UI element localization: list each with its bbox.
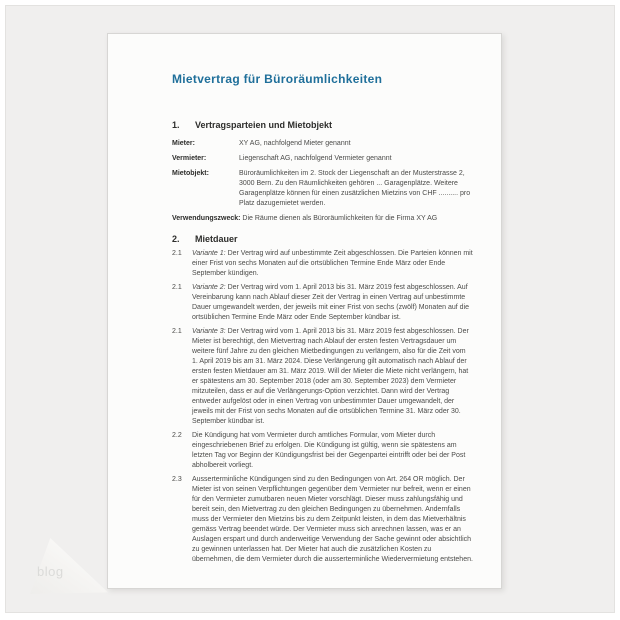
document-page	[107, 33, 502, 589]
clause-number: 2.1	[172, 328, 182, 335]
clause-variante-2	[172, 283, 473, 323]
clause-variante-1	[172, 249, 473, 279]
clause-text	[192, 327, 473, 427]
clause-body-text: Die Kündigung hat vom Vermieter durch amtliches Formular, vom Mieter durch eingeschriebenen Brief zu erfolgen. Die Kündigung ist gültig, wenn sie spätestens am letzten Tag vor Beginn der Kündigungsfrist bei der Gegenpartei eintrifft oder bei der Post abholbereit vorliegt.	[192, 432, 466, 469]
section-number: 2.	[172, 234, 180, 244]
watermark-text: blog	[37, 564, 64, 579]
section-title: Mietdauer	[195, 234, 238, 244]
clause-body-text: Ausserterminliche Kündigungen sind zu den Bedingungen von Art. 264 OR möglich. Der Mieter ist von seinen Verpflichtungen gegenüber dem Vermieter nur befreit, wenn er einen für den Vermieter zumutbaren neuen Mieter vorschlägt. Dieser muss zahlungsfähig und bereit sein, den Mietvertrag zu den gleichen Bedingungen zu übernehmen. Andernfalls muss der Vermieter den Mietzins bis zu dem Zeitpunkt leisten, in dem das Mietverhältnis gemäss Vertrag beendet würde. Der Vermieter muss sich anrechnen lassen, was er an Auslagen erspart und durch anderweitige Verwendung der Sache gewinnt oder absichtlich zu gewinnen unterlassen hat. Der Mieter hat auch die zusätzlichen Kosten zu übernehmen, die dem Vermieter durch die ausserterminliche Wiedervermietung entstehen.	[192, 476, 473, 563]
section-heading	[172, 120, 473, 131]
field-vermieter	[172, 154, 473, 164]
clause-variante-3	[172, 327, 473, 427]
clause-lead: Variante 3:	[192, 328, 226, 335]
field-value: XY AG, nachfolgend Mieter genannt	[239, 140, 351, 147]
field-label: Verwendungszweck:	[172, 215, 241, 222]
clause-body-text: Der Vertrag wird vom 1. April 2013 bis 31. März 2019 fest abgeschlossen. Der Mieter ist berechtigt, den Mietvertrag nach Ablauf der ersten festen Vertragsdauer um weitere fünf Jahre zu den gleichen Mietbedingungen zu verlängern, also für die Zeit vom 1. April 2019 bis am 31. März 2024. Diese Verlängerung gilt automatisch nach Ablauf der ersten festen Mietdauer am 31. März 2019. Will der Mieter die Miete nicht verlängern, hat er spätestens am 30. September 2018 (oder am 30. September 2023) dem Vermieter mitzuteilen, dass er auf die Verlängerungs-Option verzichtet. Dann wird der Vertrag entweder aufgelöst oder in einen Vertrag von unbestimmter Dauer umgewandelt, der jeweils mit der Frist von sechs Monaten auf die ortsüblichen Termine 31. März oder 30. September kündbar ist.	[192, 328, 469, 425]
clause-kuendigung-form	[172, 431, 473, 471]
clause-number: 2.1	[172, 250, 182, 257]
page-content	[172, 34, 473, 569]
clause-number: 2.1	[172, 284, 182, 291]
field-mietobjekt	[172, 169, 473, 209]
field-value: Die Räume dienen als Büroräumlichkeiten für die Firma XY AG	[242, 215, 438, 222]
section-heading	[172, 234, 473, 245]
clause-text	[192, 431, 473, 471]
clause-text	[192, 249, 473, 279]
clause-body-text: Der Vertrag wird auf unbestimmte Zeit abgeschlossen. Die Parteien können mit einer Frist von sechs Monaten auf die ortsüblichen Termine Ende März oder Ende September kündigen.	[192, 250, 473, 277]
preview-background	[5, 5, 615, 613]
section-vertragsparteien	[172, 120, 473, 224]
clause-lead: Variante 1:	[192, 250, 226, 257]
clause-ausserterminliche-kuendigung	[172, 475, 473, 565]
clause-number: 2.3	[172, 476, 182, 483]
field-verwendungszweck	[172, 214, 473, 224]
clause-text	[192, 283, 473, 323]
section-mietdauer	[172, 234, 473, 565]
clause-body-text: Der Vertrag wird vom 1. April 2013 bis 31. März 2019 fest abgeschlossen. Auf Vereinbarung kann nach Ablauf dieser Zeit der Vertrag in einen Vertrag auf unbestimmte Dauer umgewandelt werden, der jeweils mit einer Frist von sechs (zwölf) Monaten auf die ortsüblichen Termine Ende März oder Ende September kündbar ist.	[192, 284, 470, 321]
clause-text	[192, 475, 473, 565]
field-mieter	[172, 139, 473, 149]
section-number: 1.	[172, 120, 180, 130]
clause-number: 2.2	[172, 432, 182, 439]
field-value: Büroräumlichkeiten im 2. Stock der Liegenschaft an der Musterstrasse 2, 3000 Bern. Zu den Räumlichkeiten gehören ... Garagenplätze. Weitere Garagenplätze können für einen zusätzlichen Mietzins von CHF .......... pro Platz dazugemietet werden.	[239, 170, 471, 207]
field-value: Liegenschaft AG, nachfolgend Vermieter genannt	[239, 155, 392, 162]
field-label: Vermieter:	[172, 155, 207, 162]
clause-lead: Variante 2:	[192, 284, 226, 291]
section-title: Vertragsparteien und Mietobjekt	[195, 120, 333, 130]
field-label: Mieter:	[172, 140, 195, 147]
field-label: Mietobjekt:	[172, 170, 209, 177]
document-title: Mietvertrag für Büroräumlichkeiten	[172, 72, 383, 86]
